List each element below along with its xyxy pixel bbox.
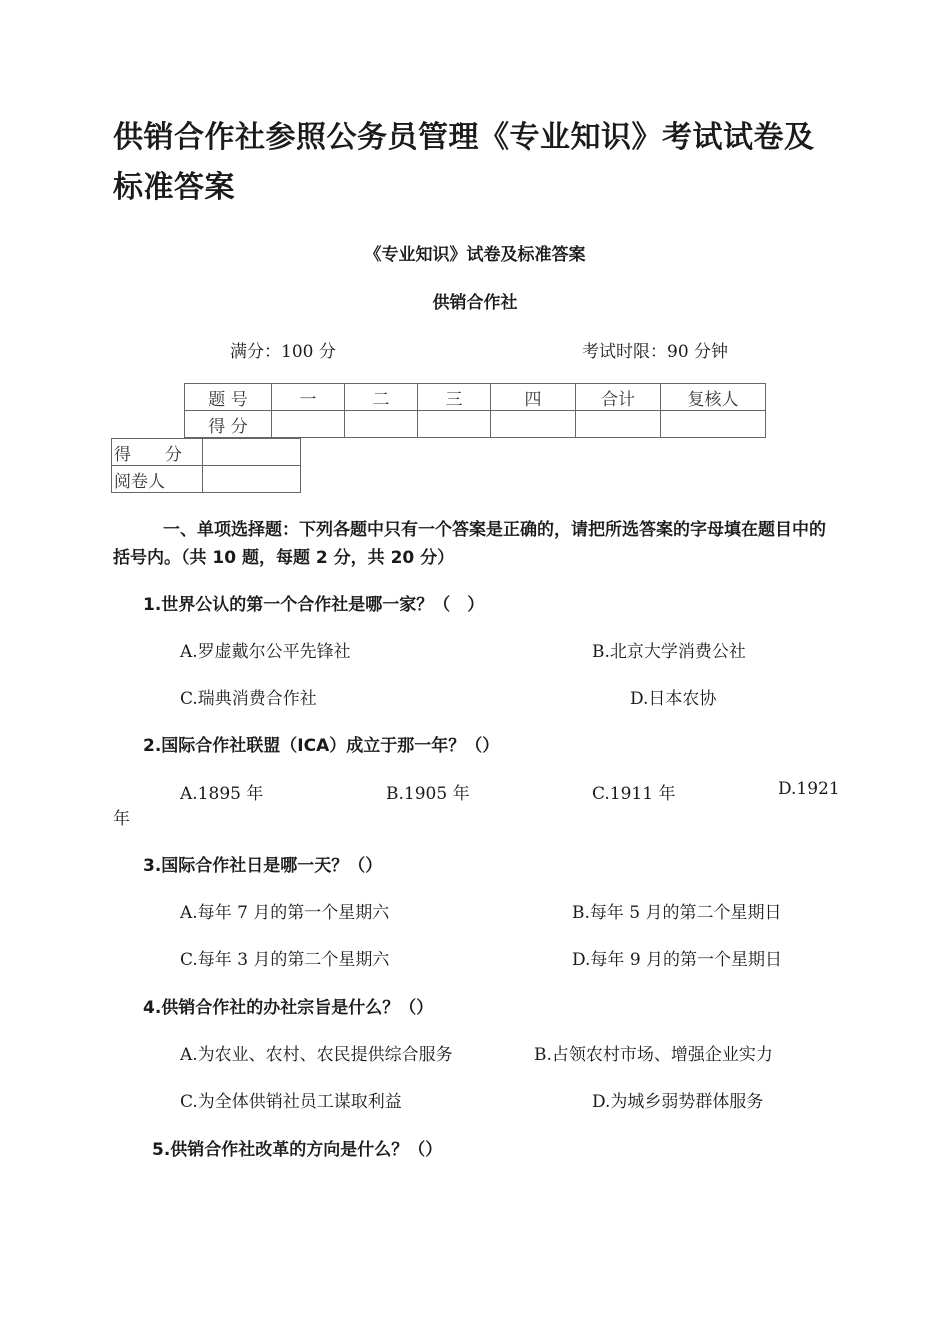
question-2-option-b: B.1905 年 bbox=[386, 784, 470, 804]
score-table-header-cell: 合计 bbox=[576, 384, 661, 411]
question-4: 4.供销合作社的办社宗旨是什么？（） bbox=[143, 998, 434, 1018]
score-table-header-cell: 题 号 bbox=[185, 384, 272, 411]
question-1-option-d: D.日本农协 bbox=[630, 689, 717, 709]
score-table-header-cell: 二 bbox=[345, 384, 418, 411]
time-limit-label: 考试时限：90 分钟 bbox=[582, 342, 729, 362]
score-table-header-cell: 四 bbox=[491, 384, 576, 411]
reviewer-label-cell: 阅卷人 bbox=[112, 466, 203, 493]
exam-subtitle: 《专业知识》试卷及标准答案 bbox=[364, 245, 586, 265]
section-heading: 一、单项选择题：下列各题中只有一个答案是正确的，请把所选答案的字母填在题目中的括号内。（共 10 题，每题 2 分，共 20 分） bbox=[113, 520, 826, 568]
question-3-option-c: C.每年 3 月的第二个星期六 bbox=[180, 950, 390, 970]
question-4-option-d: D.为城乡弱势群体服务 bbox=[592, 1092, 764, 1112]
score-row-label: 得 分 bbox=[185, 411, 272, 438]
score-table-score-row bbox=[185, 411, 766, 438]
score-cell bbox=[272, 411, 345, 438]
score-label-cell: 得 分 bbox=[112, 439, 203, 466]
score-table-header-cell: 一 bbox=[272, 384, 345, 411]
question-3-option-a: A.每年 7 月的第一个星期六 bbox=[180, 903, 390, 923]
question-1-option-b: B.北京大学消费公社 bbox=[592, 642, 746, 662]
score-cell bbox=[491, 411, 576, 438]
question-2-option-a: A.1895 年 bbox=[180, 784, 264, 804]
score-cell bbox=[576, 411, 661, 438]
score-cell bbox=[418, 411, 491, 438]
score-cell bbox=[345, 411, 418, 438]
question-2-option-d: D.1921 bbox=[778, 779, 840, 799]
question-2: 2.国际合作社联盟（ICA）成立于那一年？（） bbox=[143, 736, 500, 756]
organization-name: 供销合作社 bbox=[432, 293, 518, 313]
score-summary-table bbox=[184, 383, 766, 438]
question-3-option-d: D.每年 9 月的第一个星期日 bbox=[572, 950, 783, 970]
question-1-option-a: A.罗虚戴尔公平先锋社 bbox=[180, 642, 351, 662]
score-value-cell bbox=[203, 439, 301, 466]
question-1-option-c: C.瑞典消费合作社 bbox=[180, 689, 317, 709]
question-4-option-a: A.为农业、农村、农民提供综合服务 bbox=[180, 1045, 453, 1065]
reviewer-value-cell bbox=[203, 466, 301, 493]
score-table-header-cell: 三 bbox=[418, 384, 491, 411]
score-table-header-row bbox=[185, 384, 766, 411]
question-5: 5.供销合作社改革的方向是什么？（） bbox=[152, 1140, 443, 1160]
document-title: 供销合作社参照公务员管理《专业知识》考试试卷及标准答案 bbox=[113, 120, 815, 205]
reviewer-table bbox=[111, 438, 301, 493]
full-score-label: 满分：100 分 bbox=[230, 342, 336, 362]
question-1: 1.世界公认的第一个合作社是哪一家？（ ） bbox=[143, 595, 485, 615]
score-table-header-cell: 复核人 bbox=[661, 384, 766, 411]
score-cell bbox=[661, 411, 766, 438]
question-2-option-d-wrap: 年 bbox=[113, 809, 130, 829]
question-4-option-c: C.为全体供销社员工谋取利益 bbox=[180, 1092, 402, 1112]
question-2-option-c: C.1911 年 bbox=[592, 784, 676, 804]
question-3: 3.国际合作社日是哪一天？（） bbox=[143, 856, 383, 876]
question-4-option-b: B.占领农村市场、增强企业实力 bbox=[534, 1045, 773, 1065]
question-3-option-b: B.每年 5 月的第二个星期日 bbox=[572, 903, 782, 923]
